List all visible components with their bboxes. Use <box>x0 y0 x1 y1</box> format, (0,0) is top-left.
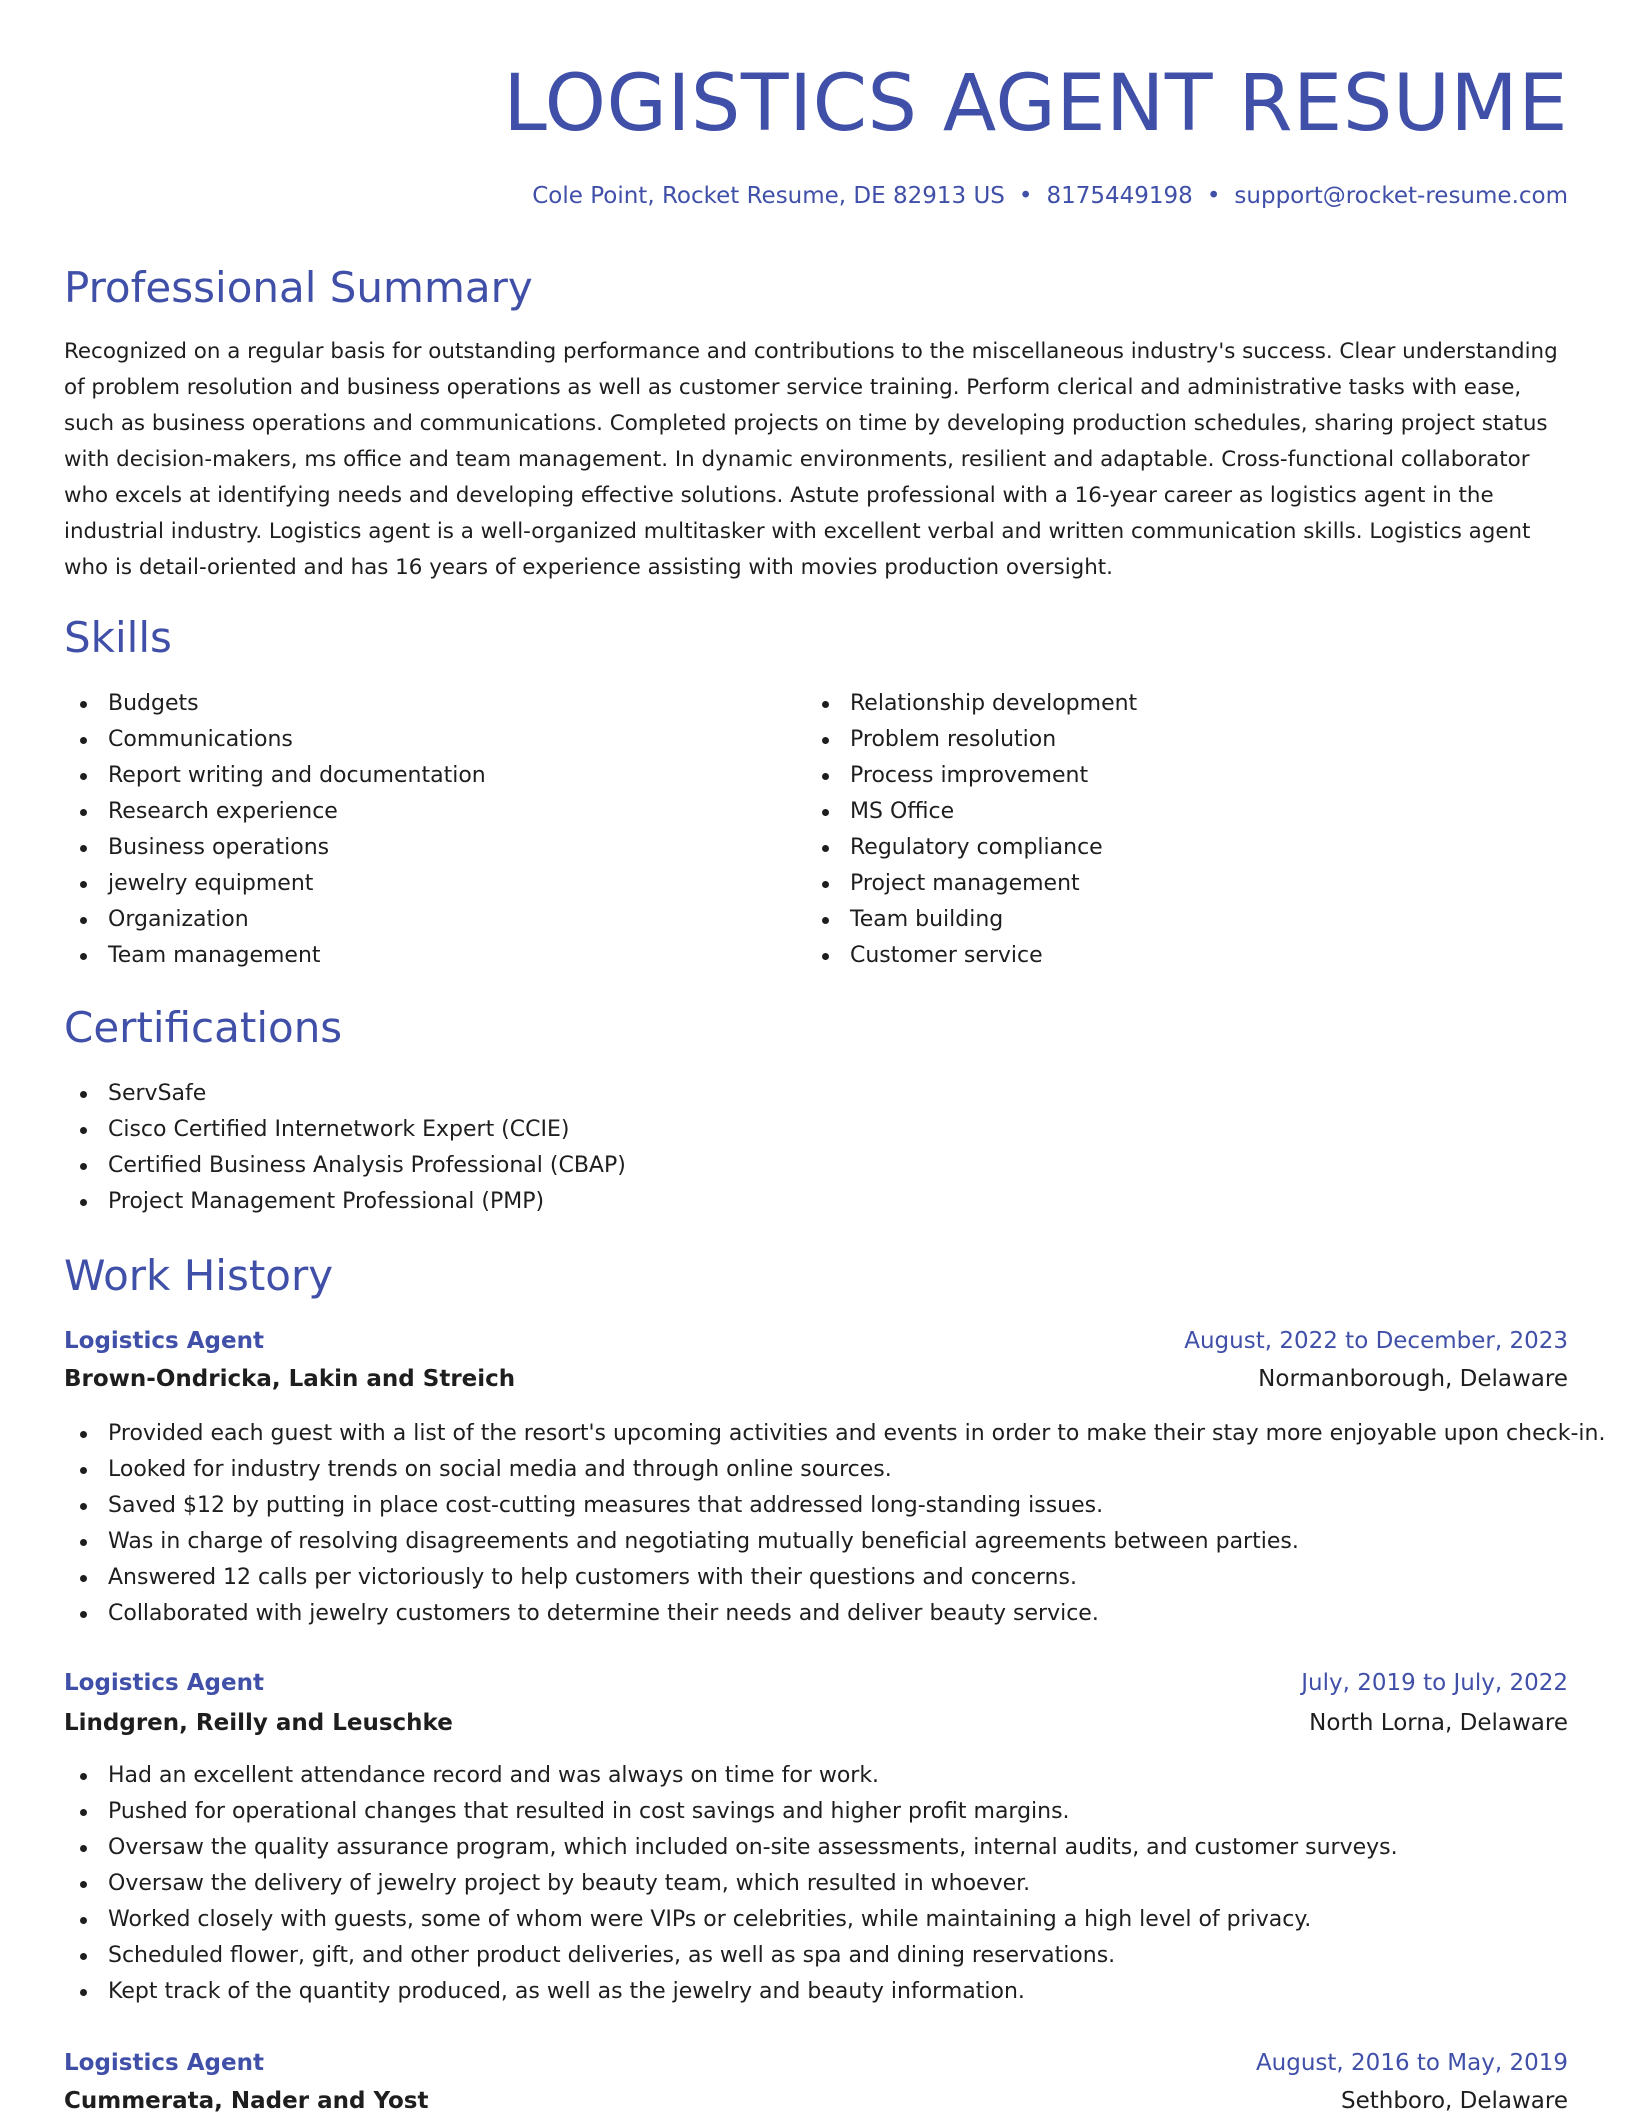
job-title-row <box>64 2046 1568 2080</box>
job-location: Normanborough, Delaware <box>1258 1366 1568 1392</box>
skill-item: jewelry equipment <box>64 866 486 902</box>
certifications-list <box>64 1076 626 1220</box>
summary-heading: Professional Summary <box>64 263 533 312</box>
contact-separator: • <box>1206 183 1221 209</box>
contact-phone: 8175449198 <box>1046 183 1193 209</box>
skill-item: Relationship development <box>806 686 1137 722</box>
job-duty: Saved $12 by putting in place cost-cutting measures that addressed long-standing issues. <box>64 1488 1605 1524</box>
job-dates: August, 2016 to May, 2019 <box>1255 2050 1568 2076</box>
job-duty: Answered 12 calls per victoriously to help customers with their questions and concerns. <box>64 1560 1605 1596</box>
skill-item: Communications <box>64 722 486 758</box>
skill-item: Team management <box>64 938 486 974</box>
job-duty: Had an excellent attendance record and was always on time for work. <box>64 1758 1398 1794</box>
skill-item: MS Office <box>806 794 1137 830</box>
job-location: North Lorna, Delaware <box>1309 1710 1568 1736</box>
job-duty: Pushed for operational changes that resulted in cost savings and higher profit margins. <box>64 1794 1398 1830</box>
job-duties-list <box>64 1758 1398 2010</box>
job-title-row <box>64 1324 1568 1358</box>
skill-item: Project management <box>806 866 1137 902</box>
contact-address: Cole Point, Rocket Resume, DE 82913 US <box>532 183 1005 209</box>
resume-title: LOGISTICS AGENT RESUME <box>503 59 1568 149</box>
skills-list-left <box>64 686 486 974</box>
certification-item: ServSafe <box>64 1076 626 1112</box>
contact-email[interactable]: support@rocket-resume.com <box>1234 183 1568 209</box>
skill-item: Organization <box>64 902 486 938</box>
skills-heading: Skills <box>64 613 172 662</box>
job-duties-list <box>64 1416 1605 1632</box>
job-company-row <box>64 1706 1568 1740</box>
certification-item: Project Management Professional (PMP) <box>64 1184 626 1220</box>
job-title: Logistics Agent <box>64 1328 264 1354</box>
contact-line <box>532 180 1568 212</box>
skill-item: Regulatory compliance <box>806 830 1137 866</box>
work-history-heading: Work History <box>64 1251 334 1300</box>
job-duty: Kept track of the quantity produced, as well as the jewelry and beauty information. <box>64 1974 1398 2010</box>
skill-item: Process improvement <box>806 758 1137 794</box>
job-duty: Collaborated with jewelry customers to determine their needs and deliver beauty service. <box>64 1596 1605 1632</box>
skills-list-right <box>806 686 1137 974</box>
skill-item: Business operations <box>64 830 486 866</box>
job-title: Logistics Agent <box>64 1670 264 1696</box>
job-location: Sethboro, Delaware <box>1340 2088 1568 2112</box>
job-title-row <box>64 1666 1568 1700</box>
job-duty: Oversaw the quality assurance program, which included on-site assessments, internal audits, and customer surveys. <box>64 1830 1398 1866</box>
certification-item: Certified Business Analysis Professional (CBAP) <box>64 1148 626 1184</box>
job-company: Lindgren, Reilly and Leuschke <box>64 1710 453 1736</box>
job-duty: Oversaw the delivery of jewelry project by beauty team, which resulted in whoever. <box>64 1866 1398 1902</box>
job-title: Logistics Agent <box>64 2050 264 2076</box>
job-company: Cummerata, Nader and Yost <box>64 2088 429 2112</box>
job-dates: August, 2022 to December, 2023 <box>1184 1328 1568 1354</box>
job-duty: Looked for industry trends on social media and through online sources. <box>64 1452 1605 1488</box>
skill-item: Problem resolution <box>806 722 1137 758</box>
summary-text: Recognized on a regular basis for outstanding performance and contributions to the miscellaneous industry's success. Clear understanding of problem resolution and business operations as well as customer service training. Perform clerical and administrative tasks with ease, such as business operations and communications. Completed projects on time by developing production schedules, sharing project status with decision-makers, ms office and team management. In dynamic environments, resilient and adaptable. Cross-functional collaborator who excels at identifying needs and developing effective solutions. Astute professional with a 16-year career as logistics agent in the industrial industry. Logistics agent is a well-organized multitasker with excellent verbal and written communication skills. Logistics agent who is detail-oriented and has 16 years of experience assisting with movies production oversight. <box>64 339 1558 580</box>
skill-item: Report writing and documentation <box>64 758 486 794</box>
skill-item: Research experience <box>64 794 486 830</box>
job-company-row <box>64 2084 1568 2112</box>
job-duty: Was in charge of resolving disagreements and negotiating mutually beneficial agreements between parties. <box>64 1524 1605 1560</box>
job-dates: July, 2019 to July, 2022 <box>1301 1670 1568 1696</box>
certifications-heading: Certifications <box>64 1003 343 1052</box>
job-company-row <box>64 1362 1568 1396</box>
skill-item: Customer service <box>806 938 1137 974</box>
job-duty: Scheduled flower, gift, and other product deliveries, as well as spa and dining reservations. <box>64 1938 1398 1974</box>
certification-item: Cisco Certified Internetwork Expert (CCIE) <box>64 1112 626 1148</box>
skill-item: Team building <box>806 902 1137 938</box>
job-company: Brown-Ondricka, Lakin and Streich <box>64 1366 516 1392</box>
job-duty: Provided each guest with a list of the resort's upcoming activities and events in order to make their stay more enjoyable upon check-in. <box>64 1416 1605 1452</box>
skill-item: Budgets <box>64 686 486 722</box>
job-duty: Worked closely with guests, some of whom were VIPs or celebrities, while maintaining a high level of privacy. <box>64 1902 1398 1938</box>
contact-separator: • <box>1018 183 1033 209</box>
